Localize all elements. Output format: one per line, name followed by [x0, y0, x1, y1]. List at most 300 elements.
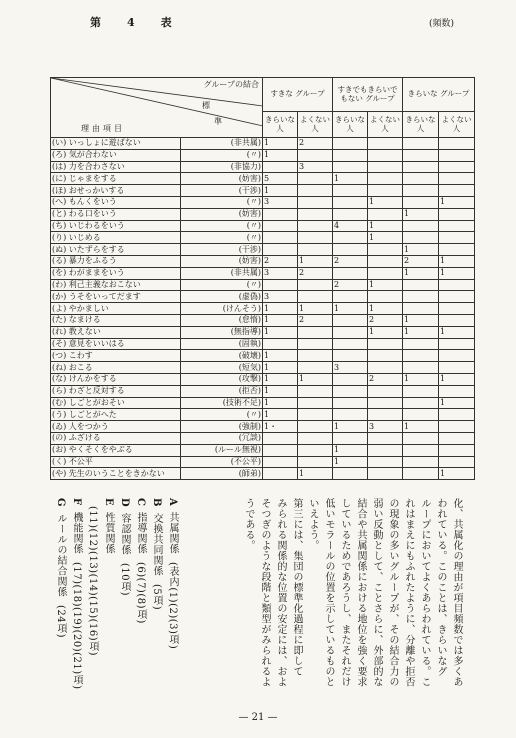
frequency-cell	[298, 385, 333, 397]
body-text-line: いえよう。	[307, 498, 318, 551]
reason-item: (れ) 教えない	[51, 326, 181, 338]
frequency-cell: 1	[298, 468, 333, 480]
body-text-line: われている。このことは、きらいなグ	[435, 498, 446, 677]
reason-item: (ち) いじわるをいう	[51, 220, 181, 232]
body-text-line: れはまえにもふれたように、分離や拒否	[403, 498, 414, 687]
reason-item: (り) いじめる	[51, 232, 181, 244]
frequency-cell	[368, 267, 403, 279]
relation-list-item	[148, 498, 164, 698]
frequency-cell: 1	[263, 397, 298, 409]
reason-item: (わ) 利己主義なおこない	[51, 279, 181, 291]
frequency-cell: 1	[333, 421, 368, 433]
frequency-cell: 2	[333, 255, 368, 267]
table-row	[51, 138, 475, 150]
frequency-cell	[368, 161, 403, 173]
frequency-cell	[439, 208, 475, 220]
table-row	[51, 468, 475, 480]
frequency-cell	[298, 196, 333, 208]
relation-list	[52, 498, 180, 698]
reason-category: (妨害)	[181, 255, 263, 267]
reason-category: (攻撃)	[181, 373, 263, 385]
frequency-cell: 1	[439, 267, 475, 279]
frequency-cell	[403, 468, 439, 480]
frequency-cell	[403, 456, 439, 468]
frequency-cell	[333, 314, 368, 326]
frequency-cell	[439, 421, 475, 433]
reason-item: (と) わる口をいう	[51, 208, 181, 220]
frequency-cell	[368, 385, 403, 397]
body-text-line: みられる関係的な位置の安定には、およ	[275, 498, 286, 687]
reason-item: (つ) こわす	[51, 350, 181, 362]
frequency-cell	[403, 338, 439, 350]
frequency-cell	[439, 444, 475, 456]
frequency-cell	[333, 432, 368, 444]
relation-label: 容認関係	[119, 513, 130, 556]
frequency-cell: 3	[368, 421, 403, 433]
frequency-cell	[263, 279, 298, 291]
frequency-cell	[368, 173, 403, 185]
relation-detail: (6)(7)(8)項)	[135, 562, 146, 625]
body-text	[240, 498, 464, 698]
frequency-cell	[298, 208, 333, 220]
frequency-cell	[298, 338, 333, 350]
relation-label: 共属関係	[167, 512, 178, 555]
reason-item: (ほ) おせっかいする	[51, 185, 181, 197]
table-row	[51, 314, 475, 326]
body-text-line: 第三には、集団の標準化過程に即して	[291, 498, 302, 677]
title-prefix: 第	[90, 16, 105, 29]
relation-label: 性質関係	[103, 512, 114, 555]
frequency-cell: 3	[333, 362, 368, 374]
page-number: — 21 —	[238, 712, 278, 723]
frequency-cell: 1	[263, 373, 298, 385]
frequency-cell	[439, 432, 475, 444]
frequency-cell: 1	[263, 303, 298, 315]
relation-detail: (5項)	[151, 583, 162, 611]
frequency-cell: 5	[263, 173, 298, 185]
table-row	[51, 362, 475, 374]
frequency-cell: 3	[298, 161, 333, 173]
frequency-cell	[368, 350, 403, 362]
frequency-cell	[368, 208, 403, 220]
frequency-cell	[368, 338, 403, 350]
title-suffix: 表	[160, 16, 176, 29]
table-row	[51, 244, 475, 256]
reason-category: (けんそう)	[181, 303, 263, 315]
frequency-cell	[263, 244, 298, 256]
relation-key: B	[151, 498, 162, 507]
reason-item: (ゐ) 人をつかう	[51, 421, 181, 433]
frequency-cell: 1	[439, 373, 475, 385]
frequency-cell	[333, 409, 368, 421]
corner-group-label: グループの結合	[203, 80, 259, 89]
frequency-cell	[298, 279, 333, 291]
frequency-cell	[298, 291, 333, 303]
frequency-cell	[439, 220, 475, 232]
frequency-cell: 1	[403, 244, 439, 256]
frequency-cell: 1	[439, 326, 475, 338]
reason-item: (ね) おこる	[51, 362, 181, 374]
reason-item: (う) しごとがへた	[51, 409, 181, 421]
relation-list-item	[68, 498, 84, 698]
reason-item: (そ) 意見をいいはる	[51, 338, 181, 350]
subcol-header: きらいな人	[333, 112, 368, 138]
frequency-cell	[403, 432, 439, 444]
reason-category: (〃)	[181, 149, 263, 161]
frequency-cell	[439, 232, 475, 244]
relation-key: E	[103, 498, 114, 507]
relation-list-item	[116, 498, 132, 698]
frequency-cell	[298, 409, 333, 421]
frequency-cell	[263, 444, 298, 456]
frequency-cell: 1	[263, 362, 298, 374]
frequency-cell	[263, 161, 298, 173]
frequency-cell: 1	[263, 409, 298, 421]
table-row	[51, 196, 475, 208]
frequency-cell	[298, 362, 333, 374]
reason-item: (か) うそをいってだます	[51, 291, 181, 303]
table-row	[51, 409, 475, 421]
frequency-cell: 1	[263, 138, 298, 150]
frequency-cell: 2	[263, 255, 298, 267]
frequency-cell: 1	[263, 149, 298, 161]
relation-label: ルールの結合関係	[55, 513, 66, 598]
relation-detail: (11)(12)(13)(14)(15)(16)項)	[87, 506, 98, 657]
frequency-cell	[403, 397, 439, 409]
frequency-cell: 2	[368, 314, 403, 326]
frequency-cell	[403, 149, 439, 161]
frequency-cell	[403, 362, 439, 374]
frequency-cell: 3	[263, 267, 298, 279]
frequency-cell: 2	[298, 314, 333, 326]
frequency-cell	[333, 338, 368, 350]
relation-label: 交換共同関係	[151, 512, 162, 576]
relation-list-item	[132, 498, 148, 698]
frequency-cell	[403, 291, 439, 303]
frequency-cell	[368, 149, 403, 161]
group-header-disliked: きらいな グループ	[403, 78, 475, 112]
frequency-cell	[439, 173, 475, 185]
frequency-cell	[368, 456, 403, 468]
frequency-cell	[439, 409, 475, 421]
table-row	[51, 397, 475, 409]
table-row	[51, 267, 475, 279]
body-text-line: うである。	[243, 498, 254, 551]
reason-item: (お) やくそくをやぶる	[51, 444, 181, 456]
frequency-cell: 1	[403, 421, 439, 433]
frequency-cell	[439, 244, 475, 256]
frequency-cell	[439, 185, 475, 197]
body-text-line: そつぎのような段階と類型がみられるよ	[259, 498, 270, 687]
frequency-cell	[439, 303, 475, 315]
frequency-cell: 2	[403, 255, 439, 267]
frequency-cell	[439, 350, 475, 362]
frequency-cell	[298, 173, 333, 185]
frequency-cell: 2	[298, 138, 333, 150]
frequency-cell	[368, 291, 403, 303]
relation-detail: (17)(18)(19)(20)(21)項)	[71, 561, 82, 690]
frequency-cell	[333, 149, 368, 161]
frequency-cell: 1	[333, 173, 368, 185]
frequency-cell: 3	[263, 196, 298, 208]
corner-standard-label: 標	[202, 101, 210, 110]
frequency-cell: 1	[298, 373, 333, 385]
frequency-cell: 1	[403, 373, 439, 385]
body-text-line: の現象の多いグループが、その結合力の	[387, 498, 398, 687]
reason-item: (に) じゃまをする	[51, 173, 181, 185]
table-row	[51, 220, 475, 232]
reason-category: (技術不足)	[181, 397, 263, 409]
frequency-cell: 1	[298, 303, 333, 315]
reason-item: (ら) わざと反対する	[51, 385, 181, 397]
reason-category: (不公平)	[181, 456, 263, 468]
frequency-cell	[439, 314, 475, 326]
group-header-neutral: すきでもきらいでもない グループ	[333, 78, 403, 112]
frequency-cell	[298, 185, 333, 197]
reason-category: (〃)	[181, 220, 263, 232]
reason-category: (拒否)	[181, 385, 263, 397]
frequency-cell	[368, 362, 403, 374]
frequency-cell	[439, 161, 475, 173]
table-row	[51, 185, 475, 197]
table-row	[51, 291, 475, 303]
frequency-cell	[298, 232, 333, 244]
reason-item: (な) けんかをする	[51, 373, 181, 385]
reason-category: (怠惰)	[181, 314, 263, 326]
table-row	[51, 173, 475, 185]
body-text-line: しているためであろうし、またそれだけ	[339, 498, 350, 687]
table-row	[51, 432, 475, 444]
frequency-cell	[333, 196, 368, 208]
relation-key: D	[119, 498, 130, 508]
frequency-cell	[439, 385, 475, 397]
reason-category: (短気)	[181, 362, 263, 374]
frequency-cell: 1	[368, 303, 403, 315]
frequency-cell	[403, 161, 439, 173]
relation-label: 指導関係	[135, 512, 146, 555]
reason-category: (師弟)	[181, 468, 263, 480]
frequency-cell: 1	[439, 468, 475, 480]
table-row	[51, 385, 475, 397]
relation-label: 機能関係	[71, 511, 82, 554]
frequency-cell: 1	[368, 196, 403, 208]
frequency-cell	[403, 409, 439, 421]
frequency-cell	[439, 138, 475, 150]
relation-list-item	[84, 498, 116, 698]
relation-key: F	[71, 498, 82, 506]
reason-item: (を) わがままをいう	[51, 267, 181, 279]
frequency-cell	[368, 409, 403, 421]
reason-category: (強制)	[181, 421, 263, 433]
frequency-cell: 1	[368, 220, 403, 232]
reason-item: (む) しごとがおそい	[51, 397, 181, 409]
frequency-cell	[439, 338, 475, 350]
frequency-cell	[298, 456, 333, 468]
frequency-cell	[263, 456, 298, 468]
frequency-cell	[298, 432, 333, 444]
frequency-cell: 3	[263, 291, 298, 303]
frequency-cell	[403, 303, 439, 315]
frequency-cell	[333, 291, 368, 303]
frequency-cell	[439, 362, 475, 374]
subcol-header: きらいな人	[403, 112, 439, 138]
frequency-cell: 2	[333, 279, 368, 291]
frequency-cell: 1	[368, 279, 403, 291]
body-text-line: 化、共属化の理由が項目頻数では多くあ	[451, 498, 462, 687]
frequency-cell	[368, 255, 403, 267]
frequency-cell	[333, 397, 368, 409]
reason-category: (妨害)	[181, 173, 263, 185]
frequency-cell	[403, 232, 439, 244]
reason-category: (非共属)	[181, 267, 263, 279]
frequency-cell	[333, 350, 368, 362]
reason-category: (〃)	[181, 232, 263, 244]
reason-item: (の) ふざける	[51, 432, 181, 444]
corner-criterion-label: 準	[214, 117, 222, 126]
frequency-cell	[403, 279, 439, 291]
frequency-cell	[333, 232, 368, 244]
relation-detail: (10項)	[119, 563, 130, 597]
table-number: 4	[127, 16, 139, 29]
frequency-cell: 1	[263, 314, 298, 326]
frequency-cell	[333, 373, 368, 385]
relation-key: A	[167, 498, 178, 507]
frequency-cell: 1	[439, 255, 475, 267]
frequency-cell	[403, 185, 439, 197]
frequency-cell	[263, 232, 298, 244]
reason-item: (い) いっしょに遊ばない	[51, 138, 181, 150]
group-header-liked: すきな グループ	[263, 78, 333, 112]
frequency-cell	[333, 161, 368, 173]
body-text-line: 低いモラールの位置を示しているものと	[323, 498, 334, 687]
frequency-cell	[263, 220, 298, 232]
relation-key: G	[55, 498, 66, 508]
relation-key: C	[135, 498, 146, 507]
reason-item: (る) 暴力をふるう	[51, 255, 181, 267]
reason-item: (よ) やかましい	[51, 303, 181, 315]
reason-category: (固執)	[181, 338, 263, 350]
frequency-cell	[263, 432, 298, 444]
frequency-cell	[298, 421, 333, 433]
table-row	[51, 326, 475, 338]
frequency-cell	[298, 220, 333, 232]
frequency-cell: 1	[368, 326, 403, 338]
frequency-cell	[368, 397, 403, 409]
reason-category: (虚偽)	[181, 291, 263, 303]
frequency-cell	[368, 138, 403, 150]
relation-list-item	[52, 498, 68, 698]
reason-category: (非協力)	[181, 161, 263, 173]
body-text-line: 弱い反動として、ことさらに、外部的な	[371, 498, 382, 687]
frequency-cell: 1	[298, 255, 333, 267]
frequency-cell	[263, 468, 298, 480]
frequency-cell	[298, 244, 333, 256]
reason-category: (非共属)	[181, 138, 263, 150]
reason-category: (干渉)	[181, 185, 263, 197]
reason-category: (〃)	[181, 279, 263, 291]
frequency-cell	[403, 385, 439, 397]
frequency-cell	[439, 291, 475, 303]
frequency-cell	[333, 185, 368, 197]
reason-category: (〃)	[181, 409, 263, 421]
reason-item: (ぬ) いたずらをする	[51, 244, 181, 256]
frequency-cell	[368, 444, 403, 456]
frequency-cell	[298, 350, 333, 362]
subcol-header: よくない人	[298, 112, 333, 138]
subcol-header: きらいな人	[263, 112, 298, 138]
frequency-cell: 1	[263, 385, 298, 397]
frequency-table	[50, 77, 475, 480]
unit-label: (頻数)	[428, 19, 454, 29]
reason-item: (や) 先生のいうことをきかない	[51, 468, 181, 480]
frequency-cell	[439, 279, 475, 291]
table-row	[51, 350, 475, 362]
table-corner	[51, 78, 263, 138]
frequency-cell	[298, 149, 333, 161]
table-row	[51, 444, 475, 456]
frequency-cell: 2	[368, 373, 403, 385]
frequency-cell	[439, 456, 475, 468]
table-row	[51, 456, 475, 468]
frequency-cell	[333, 244, 368, 256]
frequency-cell	[333, 385, 368, 397]
frequency-cell	[368, 432, 403, 444]
frequency-cell	[333, 326, 368, 338]
table-row	[51, 255, 475, 267]
frequency-cell: 1	[403, 267, 439, 279]
frequency-cell	[298, 326, 333, 338]
frequency-cell	[333, 138, 368, 150]
frequency-cell	[368, 185, 403, 197]
frequency-cell	[333, 468, 368, 480]
table-title	[90, 14, 176, 30]
frequency-cell	[403, 173, 439, 185]
reason-item: (ろ) 気が合わない	[51, 149, 181, 161]
frequency-cell: 1	[439, 397, 475, 409]
frequency-cell: 1	[333, 444, 368, 456]
reason-item: (は) 力を合わさない	[51, 161, 181, 173]
frequency-cell	[263, 208, 298, 220]
subcol-header: よくない人	[439, 112, 475, 138]
table-row	[51, 161, 475, 173]
table-row	[51, 149, 475, 161]
subcol-header: よくない人	[368, 112, 403, 138]
body-text-line: 結合や共属関係における地位を強く要求	[355, 498, 366, 687]
frequency-cell	[263, 338, 298, 350]
frequency-cell	[298, 444, 333, 456]
frequency-cell: 1・	[263, 421, 298, 433]
frequency-cell	[368, 244, 403, 256]
reason-category: (妨害)	[181, 208, 263, 220]
reason-category: (破壊)	[181, 350, 263, 362]
frequency-cell: 4	[333, 220, 368, 232]
reason-category: (〃)	[181, 196, 263, 208]
table-row	[51, 338, 475, 350]
frequency-cell: 2	[298, 267, 333, 279]
frequency-cell: 1	[439, 196, 475, 208]
reason-category: (冗談)	[181, 432, 263, 444]
frequency-cell	[333, 267, 368, 279]
frequency-cell	[368, 468, 403, 480]
table-row	[51, 421, 475, 433]
frequency-cell	[439, 149, 475, 161]
corner-reason-label: 理由項目	[81, 124, 125, 133]
relation-list-item	[164, 498, 180, 698]
frequency-cell: 1	[333, 456, 368, 468]
table-row	[51, 208, 475, 220]
frequency-cell: 1	[263, 350, 298, 362]
frequency-cell: 1	[403, 314, 439, 326]
